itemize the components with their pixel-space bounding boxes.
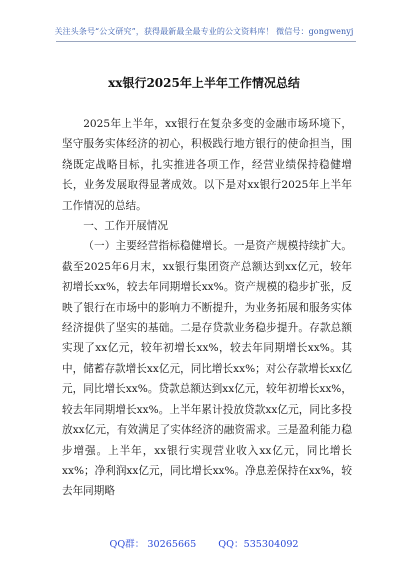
body-paragraph: （一）主要经营指标稳健增长。一是资产规模持续扩大。截至2025年6月末，xx银行集团资产总额达到xx亿元，较年初增长xx%，较去年同期增长xx%。资产规模的稳步扩张，反映了银行在市场中的影响力不断提升，为业务拓展和服务实体经济提供了坚实的基础。二是存贷款业务稳步提升。存款总额实现了xx亿元，较年初增长xx%，较去年同期增长xx%。其中，储蓄存款增长xx亿元，同比增长xx%；对公存款增长xx亿元，同比增长xx%。贷款总额达到xx亿元，较年初增长xx%，较去年同期增长xx%。上半年累计投放贷款xx亿元，同比多投放xx亿元，有效满足了实体经济的融资需求。三是盈利能力稳步增强。上半年，xx银行实现营业收入xx亿元，同比增长xx%；净利润xx亿元，同比增长xx%。净息差保持在xx%，较去年同期略 xyxy=(62,240,352,498)
header-note[interactable] xyxy=(0,26,408,37)
intro-paragraph: 2025年上半年，xx银行在复杂多变的金融市场环境下，坚守服务实体经济的初心，积极践行地方银行的使命担当，围绕既定战略目标，扎实推进各项工作，经营业绩保持稳健增长，业务发展取得显著成效。以下是对xx银行2025年上半年工作情况的总结。 xyxy=(62,118,352,212)
header-note-text: 关注头条号“公文研究”，获得最新最全最专业的公文资料库！ 微信号：gongwenyj xyxy=(54,27,354,36)
footer-contacts xyxy=(0,536,408,550)
footer-qq-group: QQ群： 30265665 xyxy=(109,539,197,550)
document-title: xx银行2025年上半年工作情况总结 xyxy=(108,76,300,90)
document-body xyxy=(62,114,352,502)
section-heading: 一、工作开展情况 xyxy=(83,220,168,233)
footer-qq-number: QQ：535304092 xyxy=(218,539,299,550)
header-divider xyxy=(56,41,356,42)
